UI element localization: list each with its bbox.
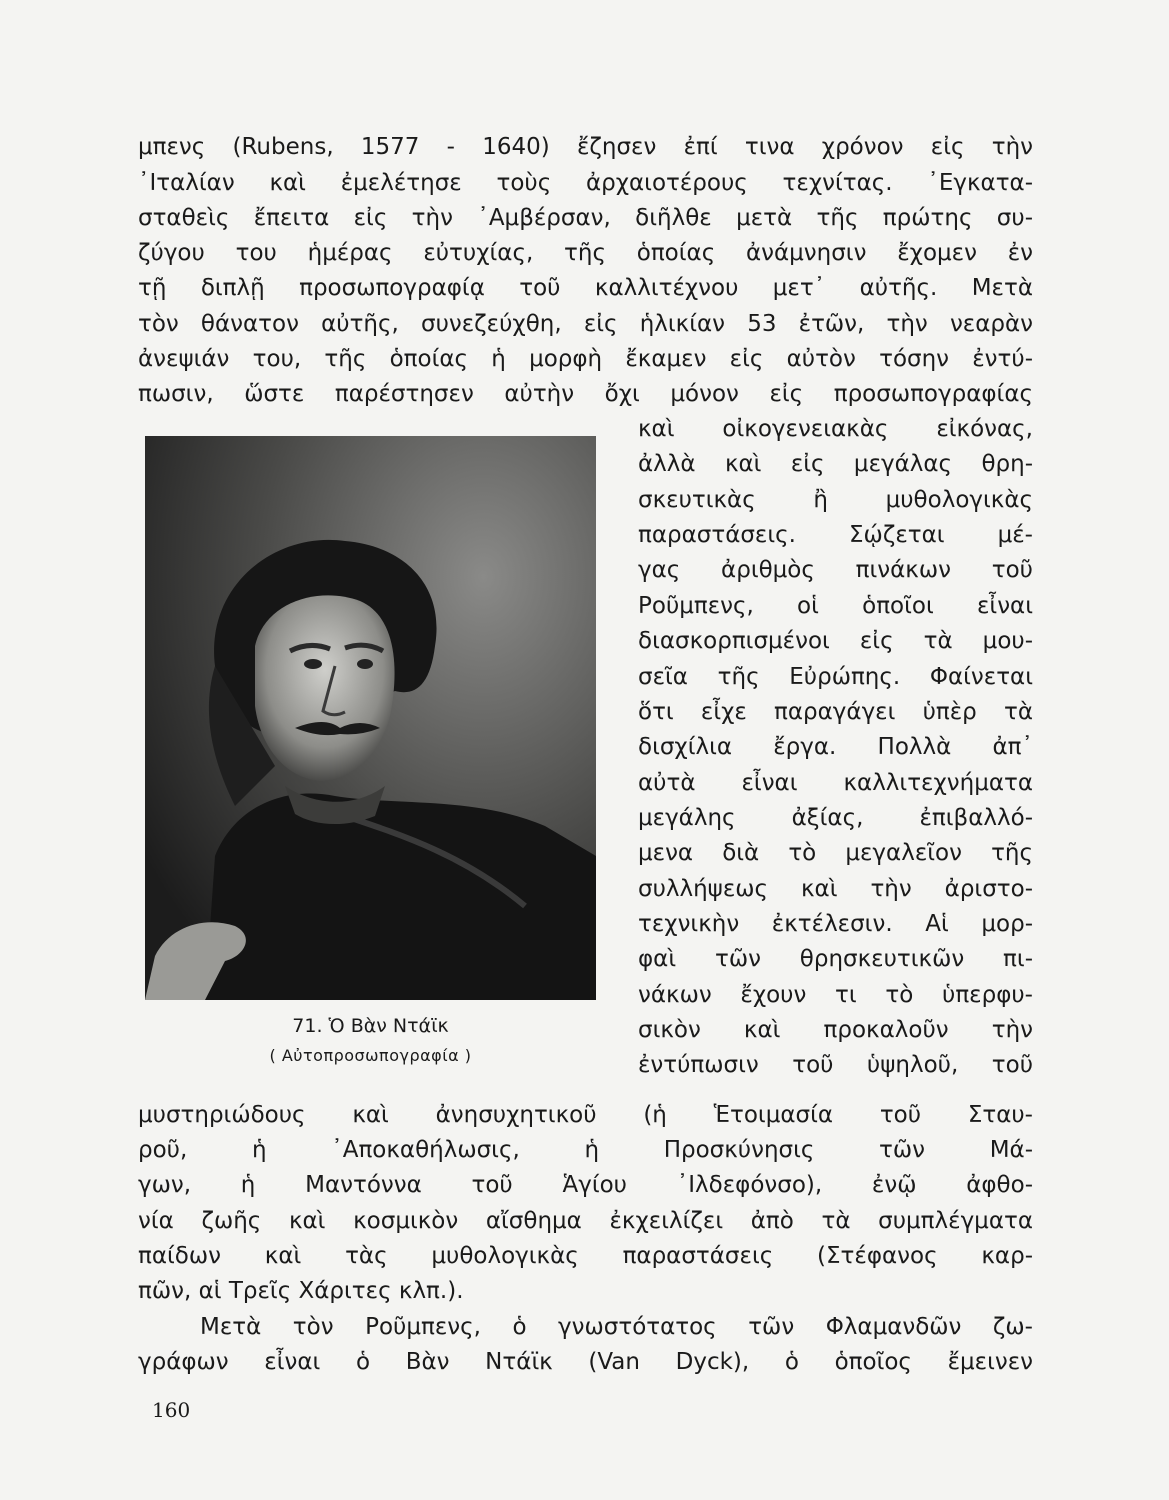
text-line: αὐτὰ εἶναι καλλιτεχνήματα xyxy=(638,770,1033,796)
text-line: Μετὰ τὸν Ροῦμπενς, ὁ γνωστότατος τῶν Φλαμανδῶν ζω- xyxy=(200,1314,1033,1340)
text-line: γων, ἡ Μαντόννα τοῦ Ἁγίου ᾿Ιλδεφόνσο), ἐνῷ ἀφθο- xyxy=(138,1172,1033,1198)
text-line: τῇ διπλῇ προσωπογραφίᾳ τοῦ καλλιτέχνου μετ᾿ αὐτῆς. Μετὰ xyxy=(138,275,1033,301)
figure-subcaption: ( Αὐτοπροσωπογραφία ) xyxy=(269,1046,472,1065)
text-line: νάκων ἔχουν τι τὸ ὑπερφυ- xyxy=(638,982,1033,1008)
text-line: σεῖα τῆς Εὐρώπης. Φαίνεται xyxy=(638,664,1033,690)
text-line: μπενς (Rubens, 1577 - 1640) ἔζησεν ἐπί τινα χρόνον εἰς τὴν xyxy=(138,134,1033,160)
text-line: μενα διὰ τὸ μεγαλεῖον τῆς xyxy=(638,840,1033,866)
text-line: συλλήψεως καὶ τὴν ἀριστο- xyxy=(638,876,1033,902)
page-number: 160 xyxy=(152,1398,191,1422)
text-line: παίδων καὶ τὰς μυθολογικὰς παραστάσεις (Στέφανος καρ- xyxy=(138,1243,1033,1269)
text-line: διασκορπισμένοι εἰς τὰ μου- xyxy=(638,628,1033,654)
portrait-figure xyxy=(145,436,596,1000)
text-line: Ροῦμπενς, οἱ ὁποῖοι εἶναι xyxy=(638,593,1033,619)
text-line: σκευτικὰς ἢ μυθολογικὰς xyxy=(638,487,1033,513)
text-line: σικὸν καὶ προκαλοῦν τὴν xyxy=(638,1017,1033,1043)
text-line: φαὶ τῶν θρησκευτικῶν πι- xyxy=(638,946,1033,972)
text-line: δισχίλια ἔργα. Πολλὰ ἀπ᾿ xyxy=(638,734,1033,760)
text-line: ζύγου του ἡμέρας εὐτυχίας, τῆς ὁποίας ἀνάμνησιν ἔχομεν ἐν xyxy=(138,240,1033,266)
text-line: μυστηριώδους καὶ ἀνησυχητικοῦ (ἡ Ἑτοιμασία τοῦ Σταυ- xyxy=(138,1102,1033,1128)
text-line: πῶν, αἱ Τρεῖς Χάριτες κλπ.). xyxy=(138,1278,464,1304)
text-line: μεγάλης ἀξίας, ἐπιβαλλό- xyxy=(638,805,1033,831)
text-line: πωσιν, ὥστε παρέστησεν αὐτὴν ὄχι μόνον εἰς προσωπογραφίας xyxy=(138,381,1033,407)
portrait-image xyxy=(145,436,596,1000)
text-line: ὅτι εἶχε παραγάγει ὑπὲρ τὰ xyxy=(638,699,1033,725)
text-line: τεχνικὴν ἐκτέλεσιν. Αἱ μορ- xyxy=(638,911,1033,937)
text-line: ᾿Ιταλίαν καὶ ἐμελέτησε τοὺς ἀρχαιοτέρους τεχνίτας. ᾿Εγκατα- xyxy=(138,170,1033,196)
text-line: ἐντύπωσιν τοῦ ὑψηλοῦ, τοῦ xyxy=(638,1052,1033,1078)
text-line: παραστάσεις. Σῴζεται μέ- xyxy=(638,522,1033,548)
text-line: ροῦ, ἡ ᾿Αποκαθήλωσις, ἡ Προσκύνησις τῶν Μά- xyxy=(138,1137,1033,1163)
text-line: τὸν θάνατον αὐτῆς, συνεζεύχθη, εἰς ἡλικίαν 53 ἐτῶν, τὴν νεαρὰν xyxy=(138,311,1033,337)
text-line: γας ἀριθμὸς πινάκων τοῦ xyxy=(638,557,1033,583)
figure-caption: 71. Ὁ Βὰν Ντάϊκ xyxy=(292,1015,449,1037)
text-line: σταθεὶς ἔπειτα εἰς τὴν ᾿Αμβέρσαν, διῆλθε μετὰ τῆς πρώτης συ- xyxy=(138,205,1033,231)
text-line: νία ζωῆς καὶ κοσμικὸν αἴσθημα ἐκχειλίζει ἀπὸ τὰ συμπλέγματα xyxy=(138,1208,1033,1234)
text-line: ἀνεψιάν του, τῆς ὁποίας ἡ μορφὴ ἔκαμεν εἰς αὐτὸν τόσην ἐντύ- xyxy=(138,346,1033,372)
text-line: ἀλλὰ καὶ εἰς μεγάλας θρη- xyxy=(638,451,1033,477)
text-line: γράφων εἶναι ὁ Βὰν Ντάϊκ (Van Dyck), ὁ ὁποῖος ἔμεινεν xyxy=(138,1349,1033,1375)
text-line: καὶ οἰκογενειακὰς εἰκόνας, xyxy=(638,416,1033,442)
